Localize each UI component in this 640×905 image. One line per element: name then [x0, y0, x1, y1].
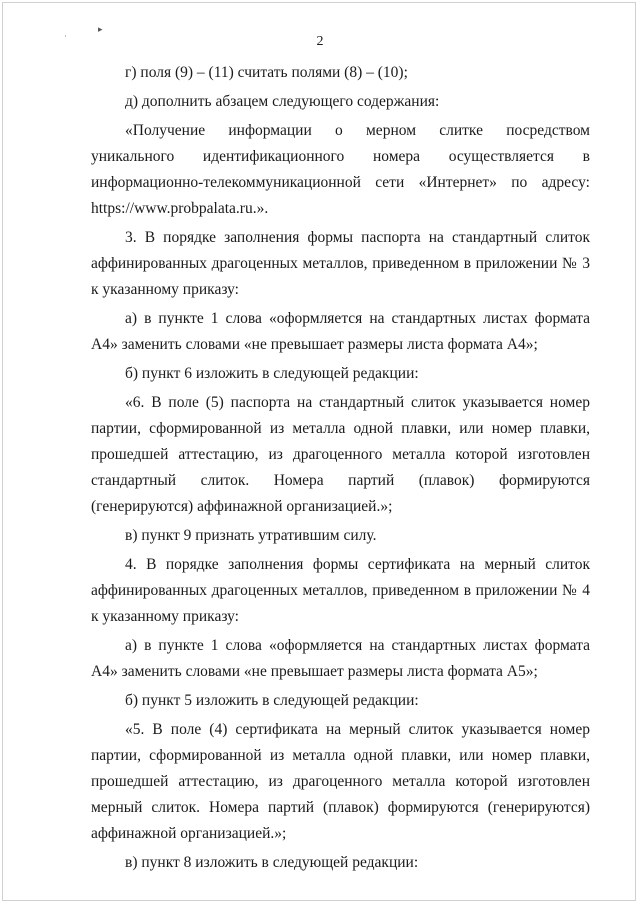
paragraph-3-quote: «6. В поле (5) паспорта на стандартный слиток указывается номер партии, сформированной из металла одной плавки, или номер плавки, прошедшей аттестацию, из драгоценного металла которой изготовлен стандартный слиток. Номера партий (плавок) формируются (генерируются) аффинажной организацией.»; [91, 394, 590, 515]
paragraph-4a: а) в пункте 1 слова «оформляется на стандартных листах формата А4» заменить словами «не превышает размеры листа формата А5»; [91, 637, 590, 680]
url-line: https://www.probpalata.ru.». [91, 200, 269, 217]
word: уникального [91, 148, 175, 165]
word: «Интернет» [418, 174, 497, 191]
quote-line-1 [91, 118, 590, 144]
paragraph-4: 4. В порядке заполнения формы сертификата на мерный слиток аффинированных драгоценных металлов, приведенном в приложении № 4 к указанному приказу: [91, 556, 590, 625]
scan-speck: ˙ [64, 34, 67, 44]
word: по [511, 174, 528, 191]
document-body [91, 60, 590, 879]
page-number: 2 [316, 34, 324, 49]
word: идентификационного [202, 148, 345, 165]
word: осуществляется [448, 148, 554, 165]
paragraph-g: г) поля (9) – (11) считать полями (8) – (10); [125, 64, 408, 81]
quote-line-2 [91, 144, 590, 170]
word: информации [228, 122, 312, 139]
paragraph-3a: а) в пункте 1 слова «оформляется на стандартных листах формата А4» заменить словами «не превышает размеры листа формата А4»; [91, 310, 590, 353]
paragraph-3c: в) пункт 9 признать утратившим силу. [125, 527, 377, 544]
word: посредством [506, 122, 590, 139]
word: номера [372, 148, 421, 165]
paragraph-4-quote: «5. В поле (4) сертификата на мерный слиток указывается номер партии, сформированной из металла одной плавки, или номер плавки, прошедшей аттестацию, из драгоценного металла которой изготовлен мерный слиток. Номера партий (плавок) формируются (генерируются) аффинажной организацией.»; [91, 721, 590, 842]
quote-line-3 [91, 170, 590, 196]
word: адресу: [541, 174, 590, 191]
word: мерном [366, 122, 416, 139]
word: информационно-телекоммуникационной [91, 174, 361, 191]
word: сети [375, 174, 405, 191]
word: «Получение [125, 122, 206, 139]
scan-speck: ▸ [98, 24, 103, 34]
paragraph-4c: в) пункт 8 изложить в следующей редакции: [125, 854, 419, 871]
paragraph-3b: б) пункт 6 изложить в следующей редакции: [125, 365, 419, 382]
word: слитке [439, 122, 483, 139]
paragraph-4b: б) пункт 5 изложить в следующей редакции: [125, 692, 419, 709]
paragraph-3: 3. В порядке заполнения формы паспорта на стандартный слиток аффинированных драгоценных металлов, приведенном в приложении № 3 к указанному приказу: [91, 229, 590, 298]
word: в [582, 148, 590, 165]
word: о [335, 122, 343, 139]
paragraph-d: д) дополнить абзацем следующего содержания: [125, 93, 440, 110]
